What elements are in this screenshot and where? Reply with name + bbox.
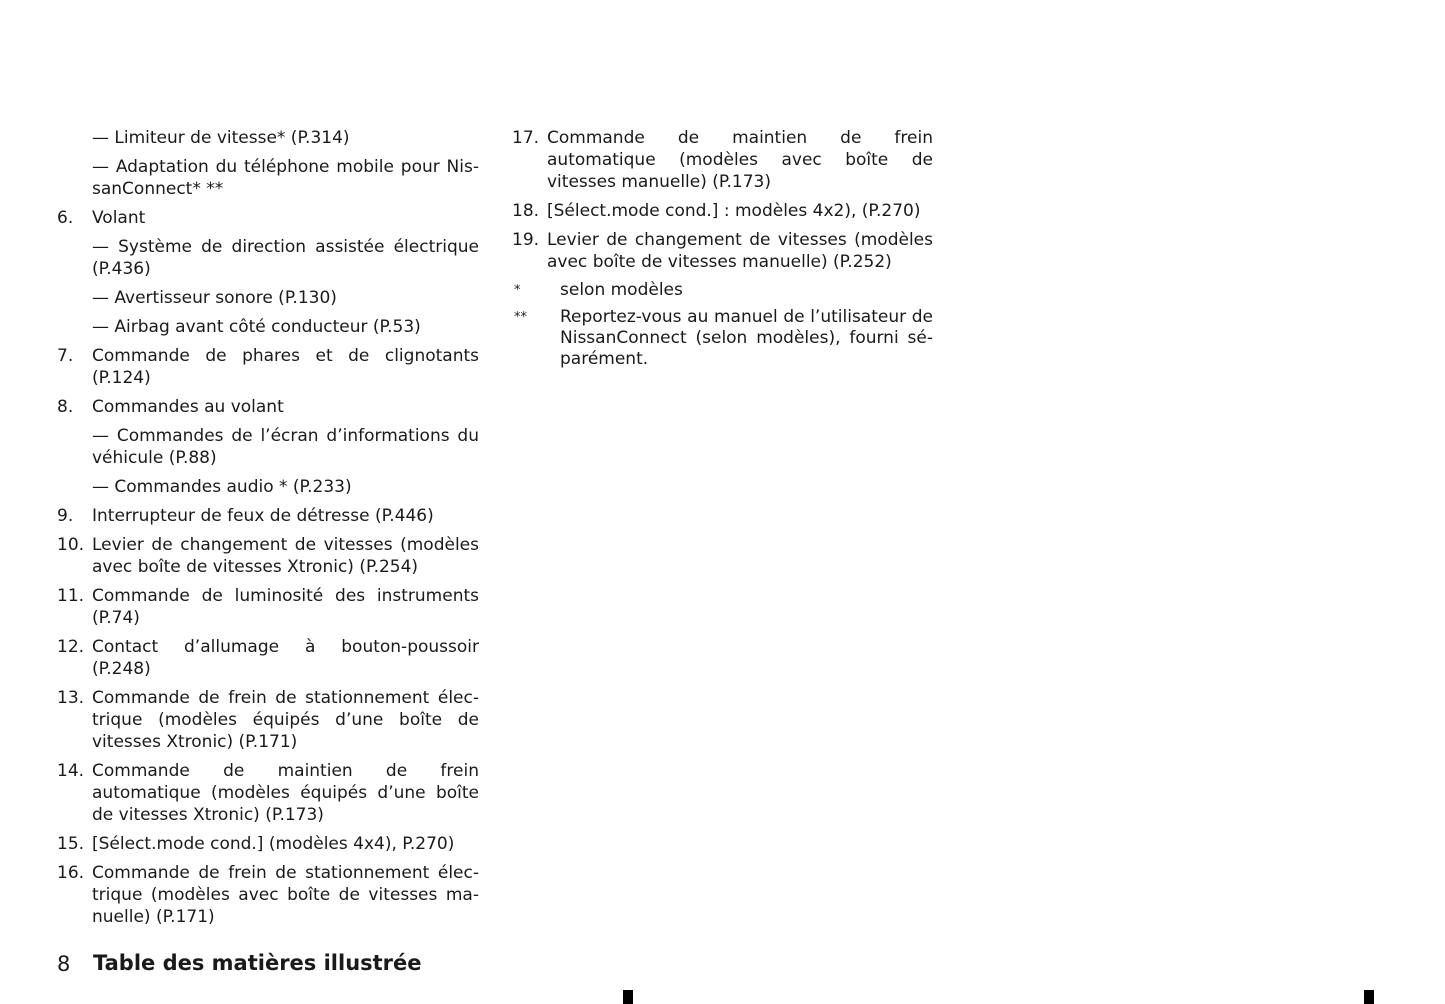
crop-mark-right <box>1364 990 1374 1004</box>
numbered-item <box>57 833 479 855</box>
item-number: 10. <box>57 535 85 555</box>
item-text: Commande de frein de stationnement électrique (modèles avec boîte de vitesses manuelle) (P.171) <box>92 863 479 927</box>
item-number: 6. <box>57 208 74 228</box>
item-text: Levier de changement de vitesses (modèles avec boîte de vitesses manuelle) (P.252) <box>547 230 933 272</box>
item-number: 15. <box>57 834 85 854</box>
sub-item <box>57 287 479 309</box>
sub-item <box>57 476 479 498</box>
crop-mark-center <box>623 990 633 1004</box>
item-text: Commande de maintien de frein automatique (modèles équipés d’une boîte de vitesses Xtronic) (P.173) <box>92 761 479 825</box>
numbered-item <box>57 534 479 578</box>
item-text: Interrupteur de feux de détresse (P.446) <box>92 506 434 526</box>
item-number: 9. <box>57 506 74 526</box>
section-title: Table des matières illustrée <box>93 951 422 975</box>
item-number: 8. <box>57 397 74 417</box>
item-text: — Commandes audio * (P.233) <box>92 477 352 497</box>
sub-item <box>57 425 479 469</box>
item-text: Commande de luminosité des instruments (P.74) <box>92 586 479 628</box>
item-text: Volant <box>92 208 146 228</box>
item-number: 18. <box>512 201 540 221</box>
sub-item <box>57 156 479 200</box>
footnote-text: selon modèles <box>560 280 683 300</box>
item-number: 12. <box>57 637 85 657</box>
item-text: — Commandes de l’écran d’informations du véhicule (P.88) <box>92 426 479 468</box>
sub-item <box>57 127 479 149</box>
footnote-mark: * <box>514 283 521 298</box>
item-number: 13. <box>57 688 85 708</box>
numbered-item <box>57 760 479 826</box>
item-number: 19. <box>512 230 540 250</box>
footnote-mark: ** <box>514 310 527 325</box>
right-column <box>512 127 933 376</box>
item-text: [Sélect.mode cond.] (modèles 4x4), P.270) <box>92 834 455 854</box>
numbered-item <box>512 127 933 193</box>
numbered-item <box>57 345 479 389</box>
page-number: 8 <box>57 952 71 976</box>
item-text: — Adaptation du téléphone mobile pour NissanConnect* ** <box>92 157 479 199</box>
numbered-item <box>57 862 479 928</box>
item-number: 14. <box>57 761 85 781</box>
footnote <box>512 307 933 370</box>
item-text: — Avertisseur sonore (P.130) <box>92 288 337 308</box>
item-number: 11. <box>57 586 85 606</box>
numbered-item <box>57 396 479 418</box>
numbered-item <box>57 505 479 527</box>
left-column <box>57 127 479 935</box>
item-text: — Système de direction assistée électrique (P.436) <box>92 237 479 279</box>
numbered-item <box>57 687 479 753</box>
item-text: Contact d’allumage à bouton-poussoir (P.248) <box>92 637 479 679</box>
item-text: Commandes au volant <box>92 397 284 417</box>
item-text: Commande de maintien de frein automatique (modèles avec boîte de vitesses manuelle) (P.173) <box>547 128 933 192</box>
footnote-text: Reportez-vous au manuel de l’utilisateur de NissanConnect (selon modèles), fourni séparément. <box>560 307 933 369</box>
item-number: 16. <box>57 863 85 883</box>
item-text: [Sélect.mode cond.] : modèles 4x2), (P.270) <box>547 201 921 221</box>
numbered-item <box>57 585 479 629</box>
item-number: 17. <box>512 128 540 148</box>
numbered-item <box>57 207 479 229</box>
item-text: — Airbag avant côté conducteur (P.53) <box>92 317 421 337</box>
item-number: 7. <box>57 346 74 366</box>
numbered-item <box>57 636 479 680</box>
sub-item <box>57 316 479 338</box>
item-text: — Limiteur de vitesse* (P.314) <box>92 128 350 148</box>
sub-item <box>57 236 479 280</box>
item-text: Commande de phares et de clignotants (P.124) <box>92 346 479 388</box>
numbered-item <box>512 200 933 222</box>
numbered-item <box>512 229 933 273</box>
item-text: Levier de changement de vitesses (modèles avec boîte de vitesses Xtronic) (P.254) <box>92 535 479 577</box>
item-text: Commande de frein de stationnement électrique (modèles équipés d’une boîte de vitesses Xtronic) (P.171) <box>92 688 479 752</box>
footnote <box>512 280 933 301</box>
